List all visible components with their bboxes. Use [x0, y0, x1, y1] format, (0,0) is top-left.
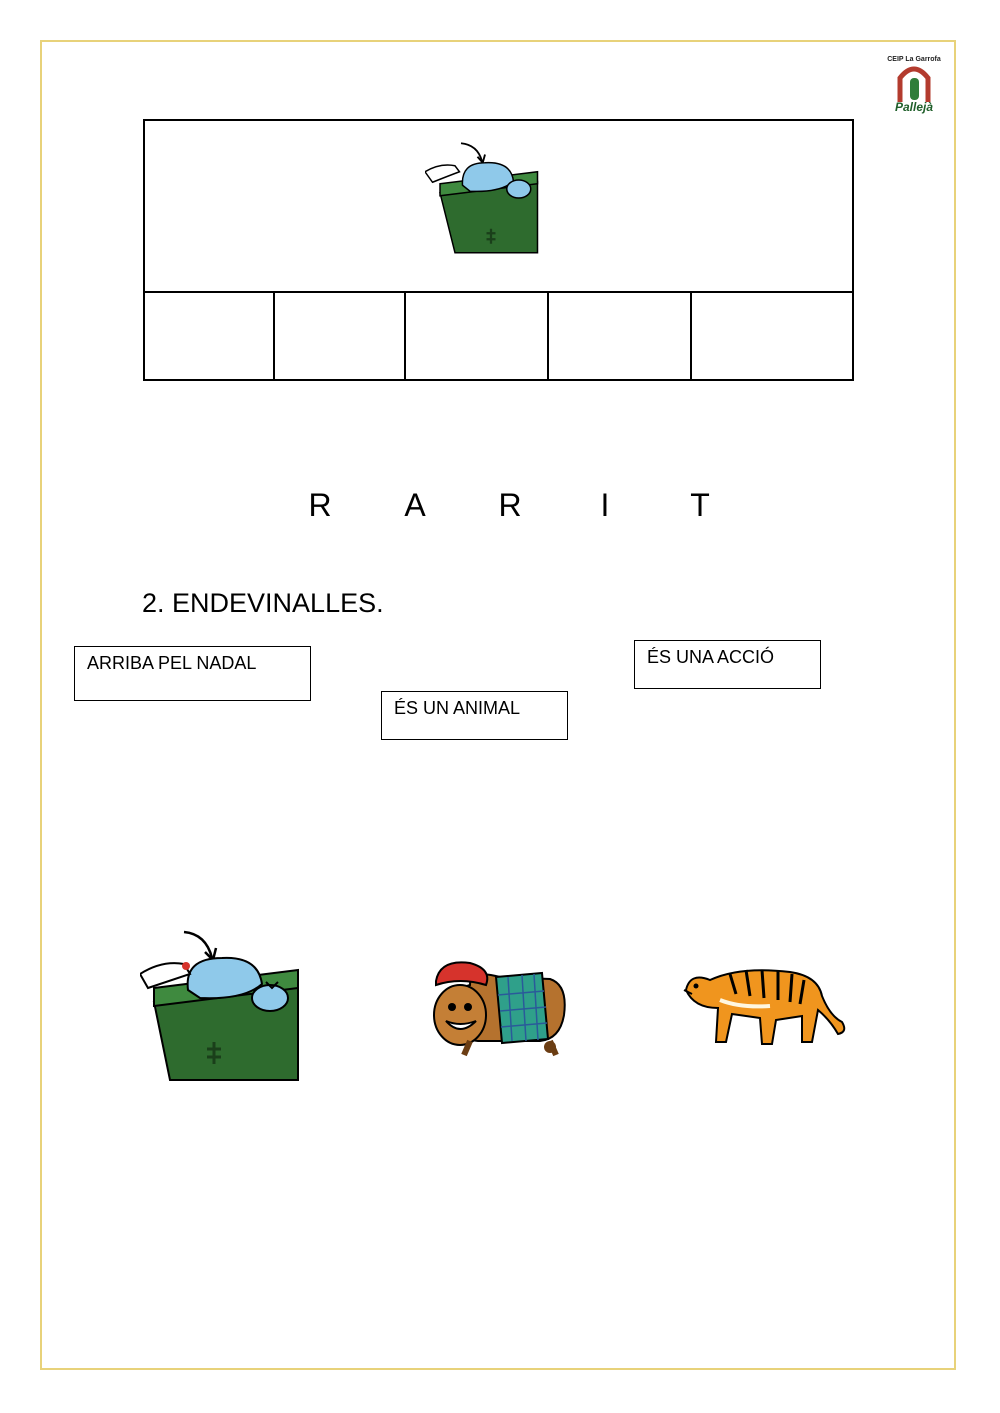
school-logo [886, 56, 942, 116]
answer-cell[interactable] [145, 293, 275, 381]
logo-text-bottom: Pallejà [894, 100, 934, 114]
clue-box[interactable]: ÉS UN ANIMAL [381, 691, 568, 740]
answer-cell[interactable] [692, 293, 852, 381]
clue-box[interactable]: ÉS UNA ACCIÓ [634, 640, 821, 689]
letter-tile[interactable]: I [600, 486, 610, 523]
tiger-icon[interactable] [680, 950, 850, 1050]
section-title: 2. ENDEVINALLES. [142, 588, 384, 618]
recycling-bin-icon [425, 139, 545, 254]
answer-cells-row [145, 291, 852, 381]
logo-text-top: CEIP La Garrofa [887, 56, 941, 63]
letter-tile[interactable]: R [308, 486, 332, 523]
letter-tile[interactable]: T [690, 486, 710, 523]
word-exercise-box [143, 119, 854, 381]
answer-cell[interactable] [275, 293, 406, 381]
letter-tile[interactable]: A [404, 486, 426, 523]
clue-box[interactable]: ARRIBA PEL NADAL [74, 646, 311, 701]
letter-tile[interactable]: R [498, 486, 522, 523]
recycling-bin-icon[interactable] [140, 928, 305, 1083]
answer-cell[interactable] [549, 293, 692, 381]
scrambled-letters [300, 480, 720, 530]
answer-cell[interactable] [406, 293, 549, 381]
tio-de-nadal-icon[interactable] [430, 955, 570, 1060]
